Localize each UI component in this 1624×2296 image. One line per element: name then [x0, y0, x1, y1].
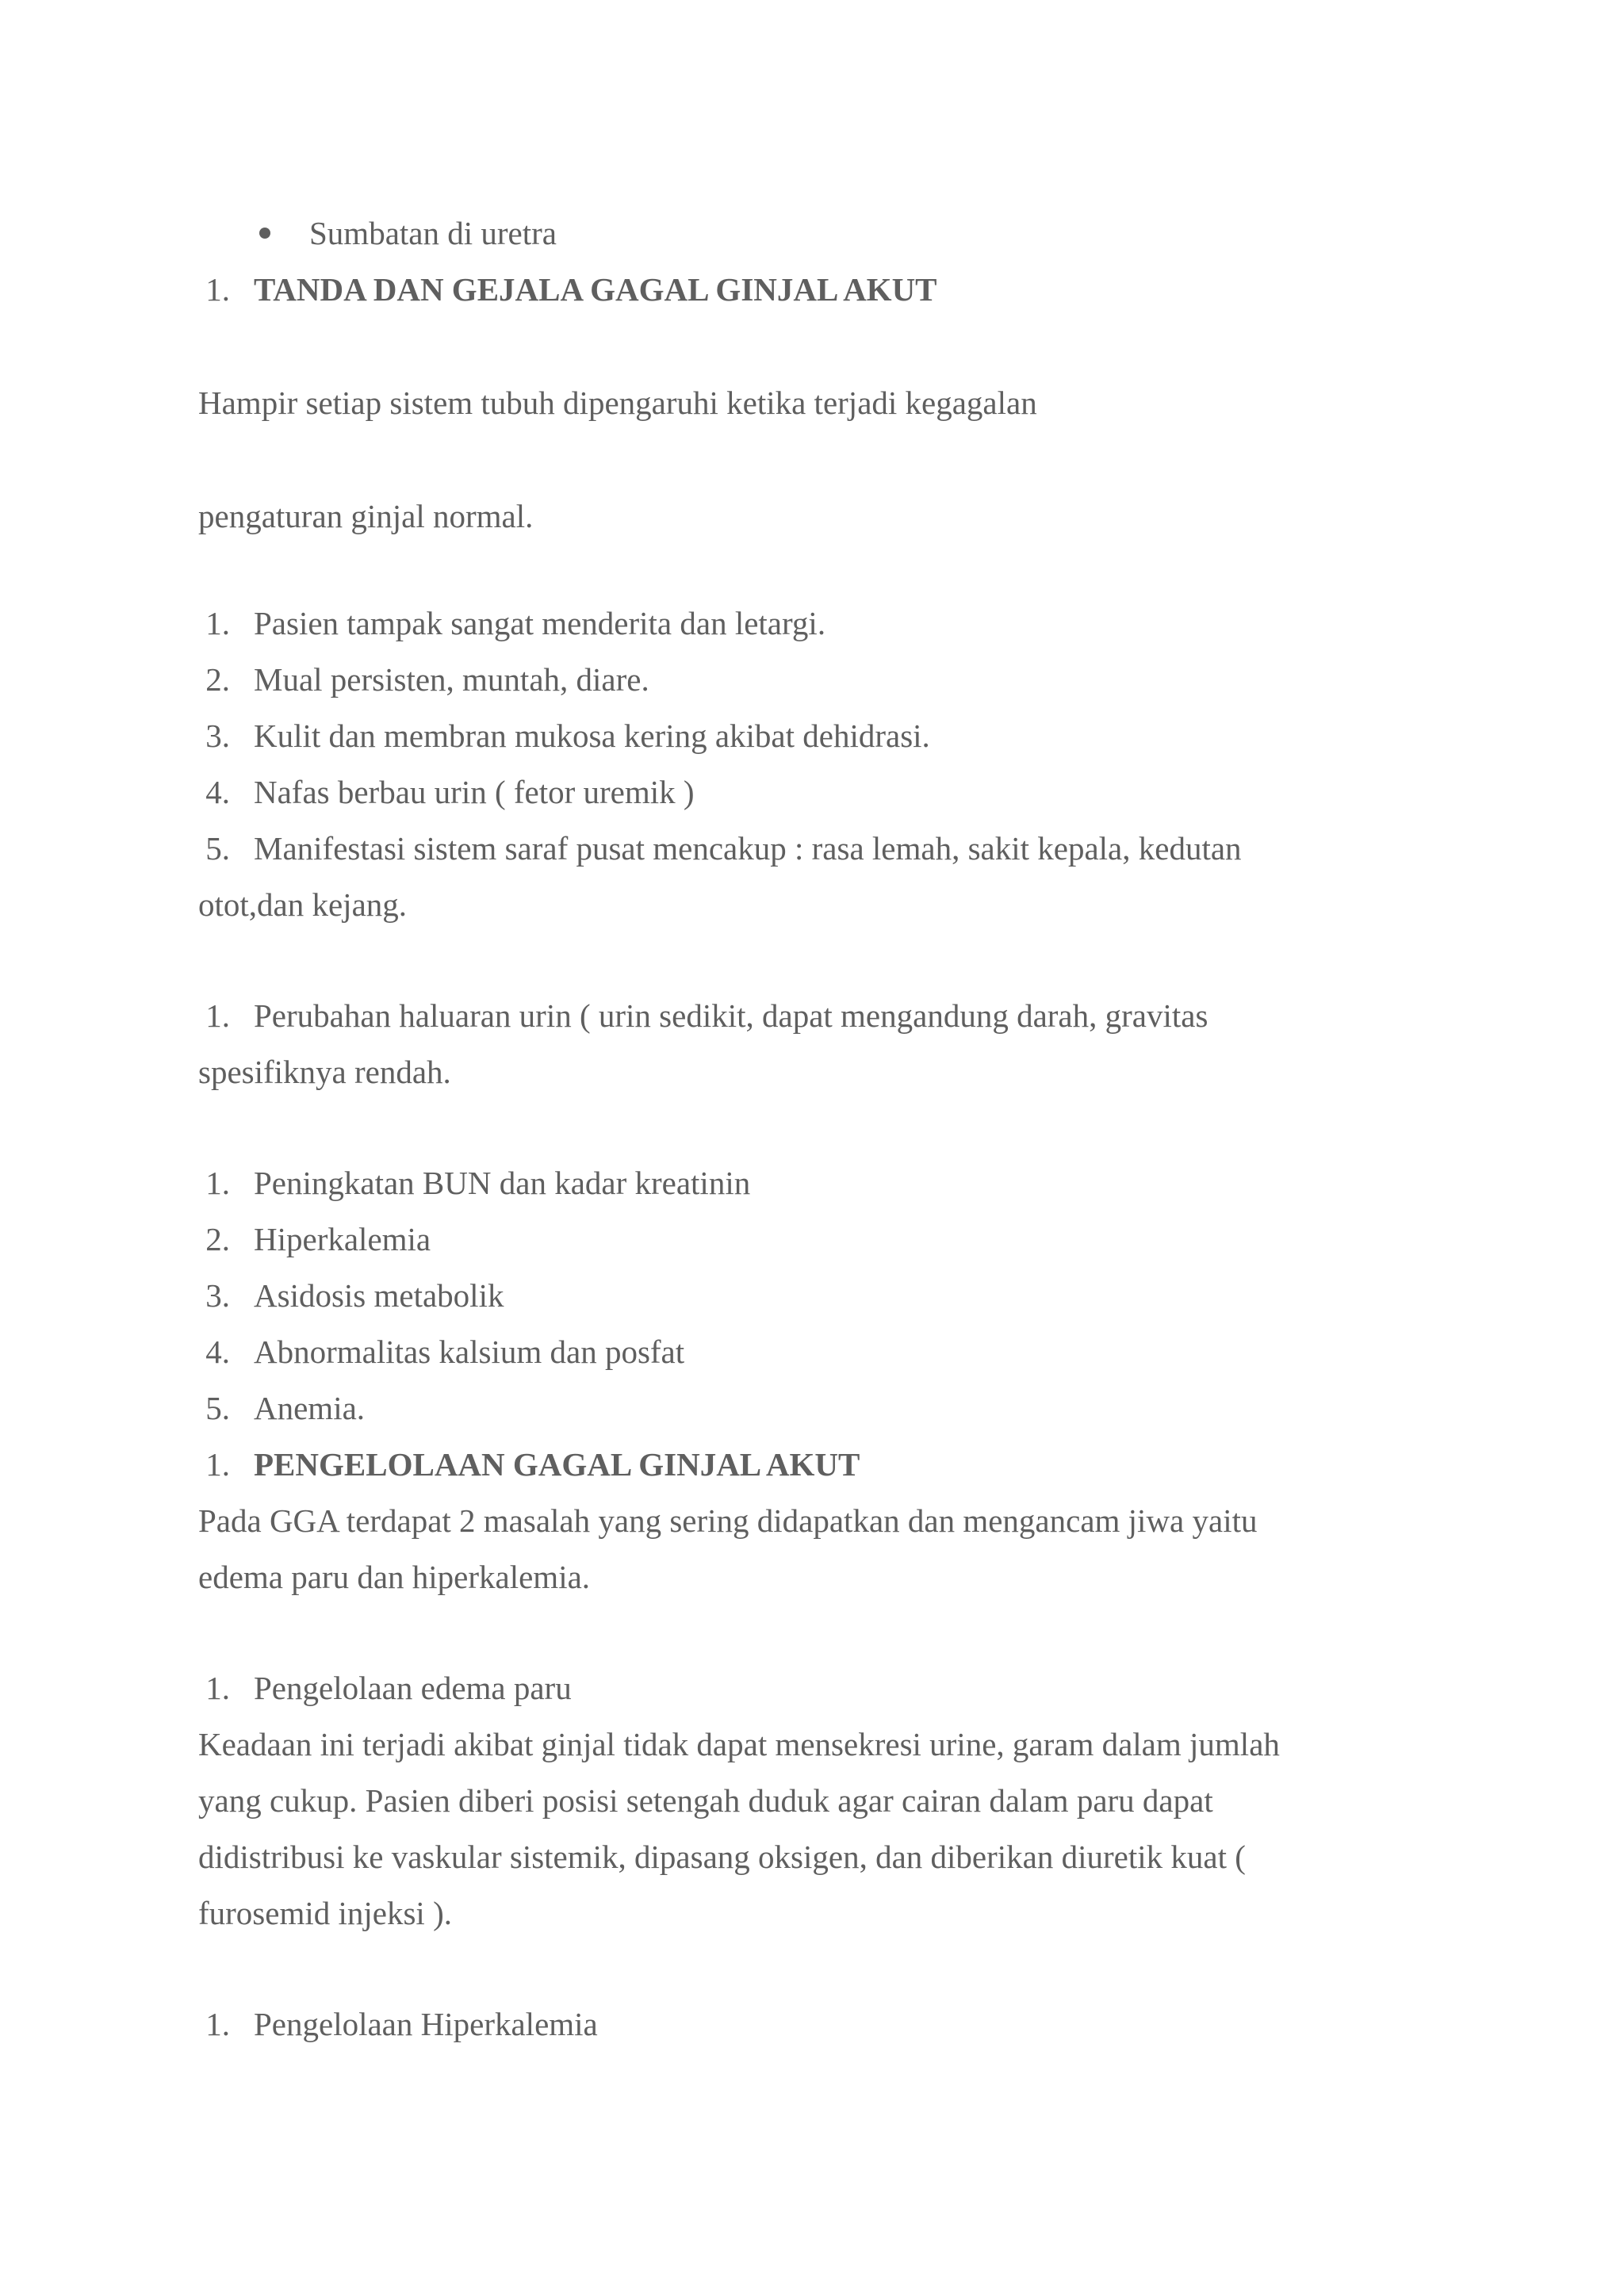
list-number: 3. — [205, 718, 230, 754]
list-item: Pasien tampak sangat menderita dan letargi. — [254, 605, 826, 641]
list-number: 2. — [205, 661, 230, 698]
list-item: Manifestasi sistem saraf pusat mencakup : rasa lemah, sakit kepala, kedutan — [254, 830, 1242, 867]
list-item: Anemia. — [254, 1390, 366, 1426]
list-number: 1. — [205, 605, 230, 641]
paragraph-line: edema paru dan hiperkalemia. — [198, 1559, 591, 1595]
paragraph-line: yang cukup. Pasien diberi posisi setengah duduk agar cairan dalam paru dapat — [198, 1782, 1213, 1819]
bullet-icon — [259, 228, 270, 239]
list-number: 1. — [205, 2006, 230, 2042]
bullet-item: Sumbatan di uretra — [309, 215, 557, 251]
paragraph-line: didistribusi ke vaskular sistemik, dipasang oksigen, dan diberikan diuretik kuat ( — [198, 1839, 1246, 1875]
paragraph-line: Hampir setiap sistem tubuh dipengaruhi ketika terjadi kegagalan — [198, 385, 1037, 421]
paragraph-line: Pada GGA terdapat 2 masalah yang sering didapatkan dan mengancam jiwa yaitu — [198, 1502, 1258, 1539]
list-number: 5. — [205, 1390, 230, 1426]
list-number: 1. — [205, 1670, 230, 1706]
list-number: 4. — [205, 774, 230, 810]
list-number: 3. — [205, 1277, 230, 1314]
heading-number: 1. — [205, 1446, 230, 1483]
heading-number: 1. — [205, 271, 230, 308]
list-item: Perubahan haluaran urin ( urin sedikit, dapat mengandung darah, gravitas — [254, 997, 1208, 1034]
list-number: 2. — [205, 1221, 230, 1257]
section-heading: TANDA DAN GEJALA GAGAL GINJAL AKUT — [254, 271, 937, 308]
list-number: 4. — [205, 1334, 230, 1370]
list-item: Mual persisten, muntah, diare. — [254, 661, 649, 698]
list-item-continuation: spesifiknya rendah. — [198, 1054, 451, 1090]
subheading: Pengelolaan Hiperkalemia — [254, 2006, 598, 2042]
section-heading: PENGELOLAAN GAGAL GINJAL AKUT — [254, 1446, 860, 1483]
paragraph-line: Keadaan ini terjadi akibat ginjal tidak dapat mensekresi urine, garam dalam jumlah — [198, 1726, 1280, 1762]
list-item: Nafas berbau urin ( fetor uremik ) — [254, 774, 695, 810]
list-item-continuation: otot,dan kejang. — [198, 886, 408, 923]
list-item: Hiperkalemia — [254, 1221, 431, 1257]
list-item: Asidosis metabolik — [254, 1277, 504, 1314]
list-number: 5. — [205, 830, 230, 867]
list-item: Abnormalitas kalsium dan posfat — [254, 1334, 685, 1370]
paragraph-line: furosemid injeksi ). — [198, 1895, 452, 1931]
paragraph-line: pengaturan ginjal normal. — [198, 498, 534, 534]
list-number: 1. — [205, 997, 230, 1034]
list-item: Kulit dan membran mukosa kering akibat dehidrasi. — [254, 718, 930, 754]
list-item: Peningkatan BUN dan kadar kreatinin — [254, 1165, 751, 1201]
list-number: 1. — [205, 1165, 230, 1201]
subheading: Pengelolaan edema paru — [254, 1670, 572, 1706]
